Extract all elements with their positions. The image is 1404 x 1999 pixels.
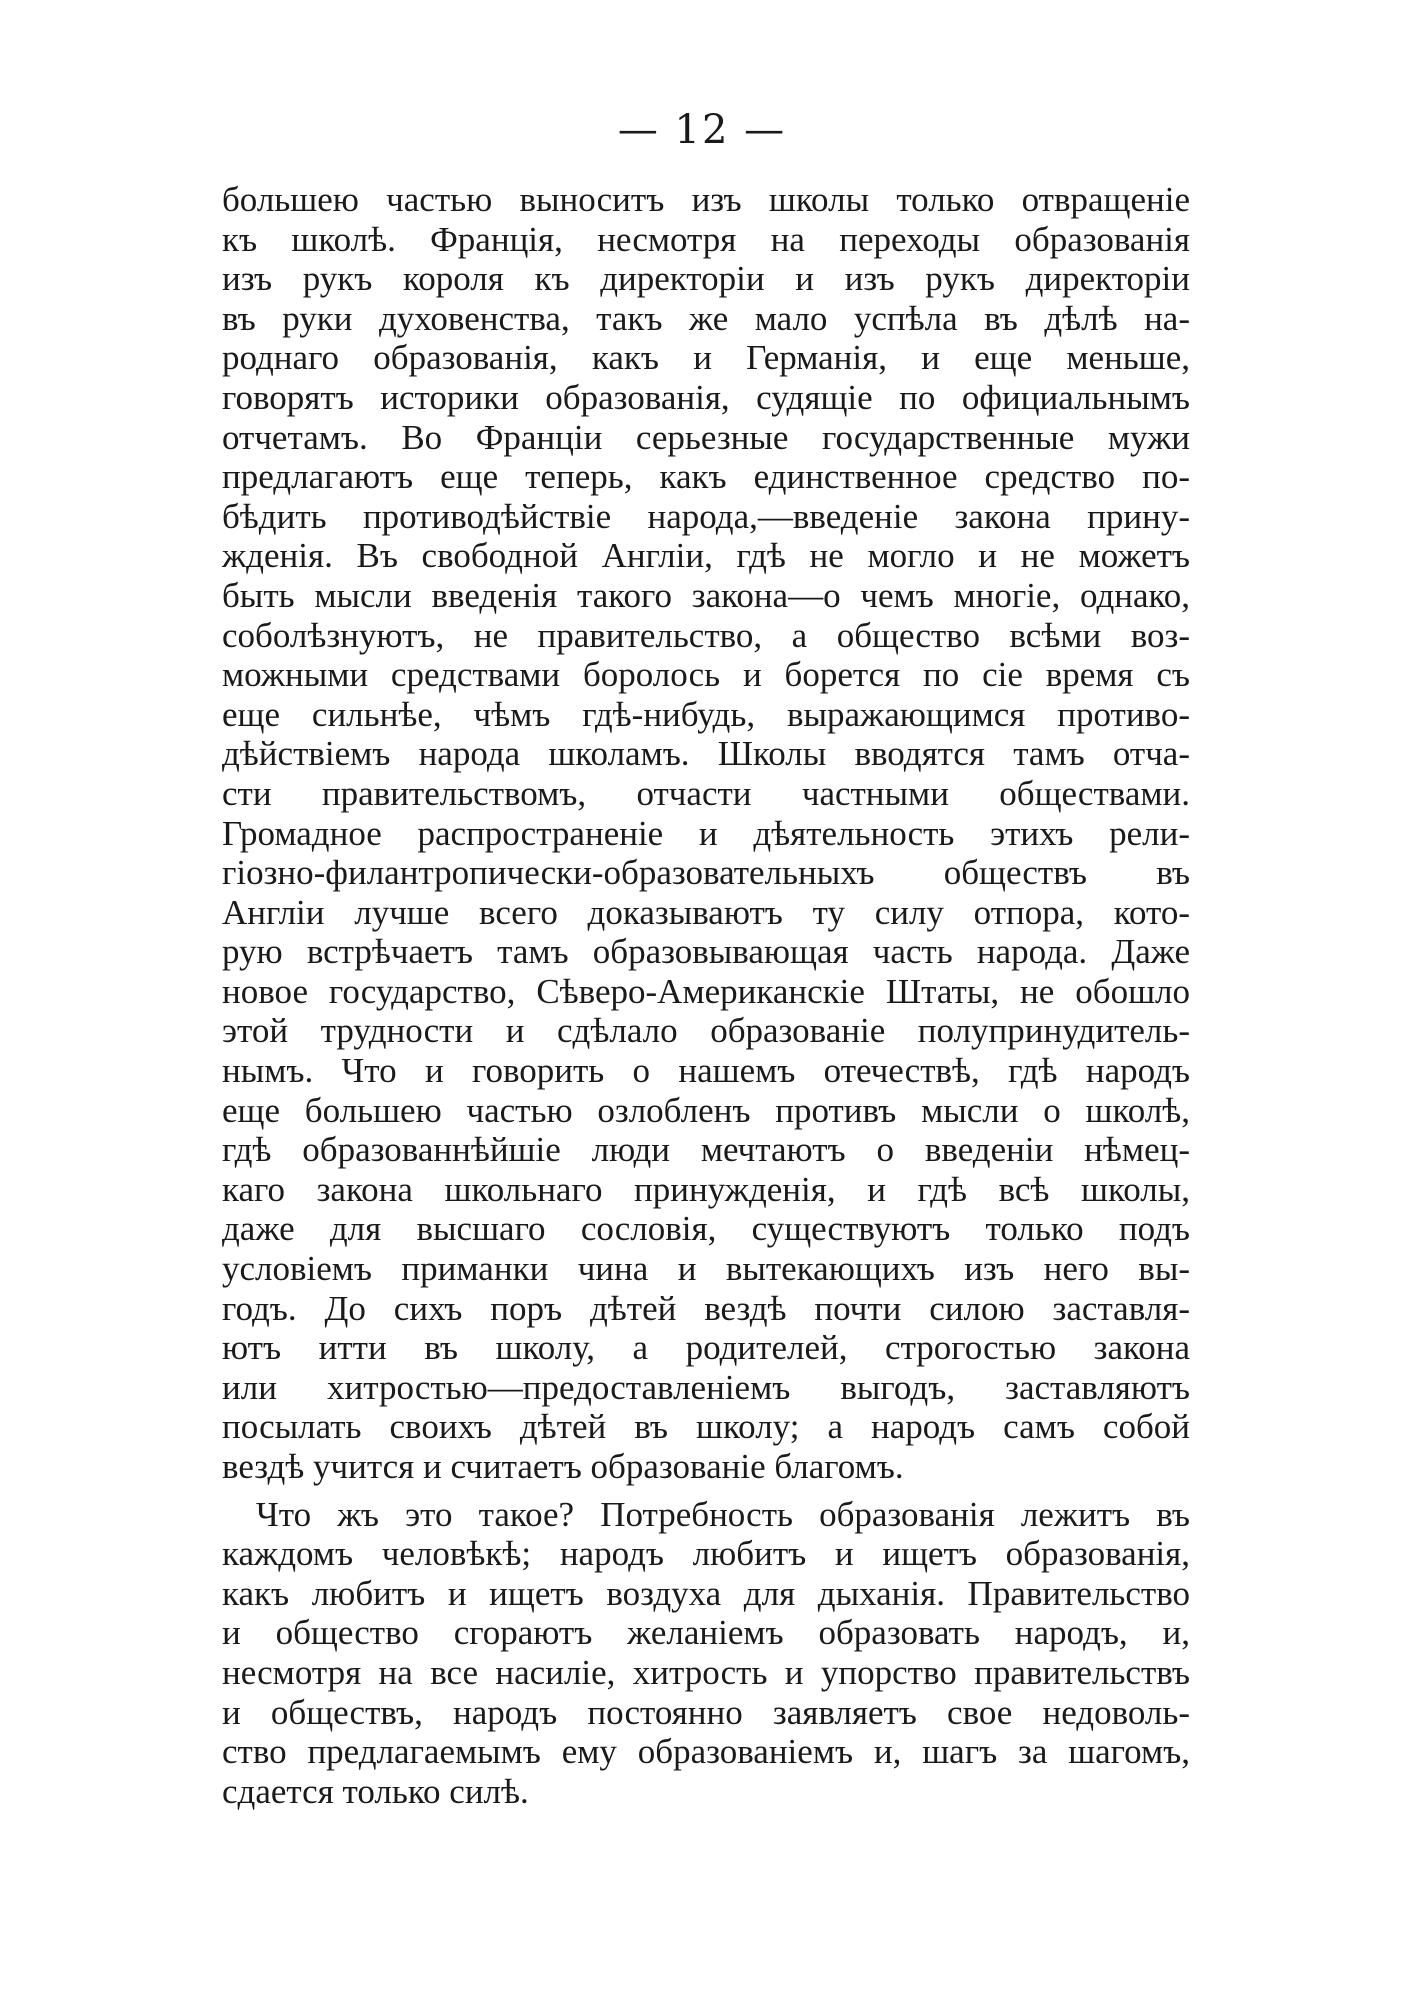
text-line: рую встрѣчаетъ тамъ образовывающая часть народа. Даже	[222, 932, 1190, 972]
text-line: вездѣ учится и считаетъ образованіе благомъ.	[222, 1447, 904, 1486]
paragraph-2	[222, 1495, 1190, 1812]
text-line: ютъ итти въ школу, а родителей, строгостью закона	[222, 1328, 1190, 1368]
text-line: Англіи лучше всего доказываютъ ту силу отпора, кото-	[222, 892, 1190, 932]
text-line: и обществъ, народъ постоянно заявляетъ свое недоволь-	[222, 1692, 1190, 1732]
text-line: нымъ. Что и говорить о нашемъ отечествѣ, гдѣ народъ	[222, 1051, 1190, 1091]
text-line: роднаго образованія, какъ и Германія, и еще меньше,	[222, 338, 1190, 378]
text-line: ство предлагаемымъ ему образованіемъ и, шагъ за шагомъ,	[222, 1732, 1190, 1772]
text-line: этой трудности и сдѣлало образованіе полупринудитель-	[222, 1011, 1190, 1051]
text-line: большею частью выноситъ изъ школы только отвращеніе	[222, 180, 1190, 219]
text-line: жденія. Въ свободной Англіи, гдѣ не могло и не можетъ	[222, 536, 1190, 576]
text-line: изъ рукъ короля къ директоріи и изъ рукъ директоріи	[222, 259, 1190, 299]
text-line: дѣйствіемъ народа школамъ. Школы вводятся тамъ отча-	[222, 734, 1190, 774]
text-line: сти правительствомъ, отчасти частными обществами.	[222, 773, 1190, 813]
text-line: еще сильнѣе, чѣмъ гдѣ-нибудь, выражающимся противо-	[222, 694, 1190, 734]
text-line: гіозно-филантропически-образовательныхъ обществъ въ	[222, 853, 1190, 893]
text-line: Громадное распространеніе и дѣятельность этихъ рели-	[222, 813, 1190, 853]
page-number: — 12 —	[617, 107, 787, 153]
text-line: быть мысли введенія такого закона—о чемъ многіе, однако,	[222, 575, 1190, 615]
text-line: отчетамъ. Во Франціи серьезные государственные мужи	[222, 417, 1190, 457]
text-line: сдается только силѣ.	[222, 1771, 529, 1811]
text-line: посылать своихъ дѣтей въ школу; а народъ самъ собой	[222, 1407, 1190, 1447]
text-line: бѣдить противодѣйствіе народа,—введеніе закона прину-	[222, 496, 1190, 536]
text-line: несмотря на все насиліе, хитрость и упорство правительствъ	[222, 1652, 1190, 1692]
text-line: какъ любитъ и ищетъ воздуха для дыханія. Правительство	[222, 1573, 1190, 1613]
text-line: предлагаютъ еще теперь, какъ единственное средство по-	[222, 457, 1190, 497]
text-line: и общество сгораютъ желаніемъ образовать народъ, и,	[222, 1613, 1190, 1653]
text-line: говорятъ историки образованія, судящіе по официальнымъ	[222, 377, 1190, 417]
text-line: каго закона школьнаго принужденія, и гдѣ всѣ школы,	[222, 1169, 1190, 1209]
text-line: еще большею частью озлобленъ противъ мысли о школѣ,	[222, 1090, 1190, 1130]
text-line: можными средствами боролось и борется по сіе время съ	[222, 655, 1190, 695]
text-line: соболѣзнуютъ, не правительство, а общество всѣми воз-	[222, 615, 1190, 655]
text-line: гдѣ образованнѣйшіе люди мечтаютъ о введеніи нѣмец-	[222, 1130, 1190, 1170]
text-line: или хитростью—предоставленіемъ выгодъ, заставляютъ	[222, 1367, 1190, 1407]
text-line: каждомъ человѣкѣ; народъ любитъ и ищетъ образованія,	[222, 1534, 1190, 1574]
text-line: условіемъ приманки чина и вытекающихъ изъ него вы-	[222, 1249, 1190, 1289]
text-line: даже для высшаго сословія, существуютъ только подъ	[222, 1209, 1190, 1249]
text-line: новое государство, Сѣверо-Американскіе Штаты, не обошло	[222, 971, 1190, 1011]
text-line: въ руки духовенства, такъ же мало успѣла въ дѣлѣ на-	[222, 298, 1190, 338]
paragraph-gap	[222, 1487, 1190, 1495]
text-line: Что жъ это такое? Потребность образованія лежитъ въ	[256, 1494, 1190, 1534]
text-line: къ школѣ. Франція, несмотря на переходы образованія	[222, 219, 1190, 259]
page-body	[222, 180, 1190, 1811]
paragraph-1	[222, 180, 1190, 1487]
text-line: годъ. До сихъ поръ дѣтей вездѣ почти силою заставля-	[222, 1288, 1190, 1328]
